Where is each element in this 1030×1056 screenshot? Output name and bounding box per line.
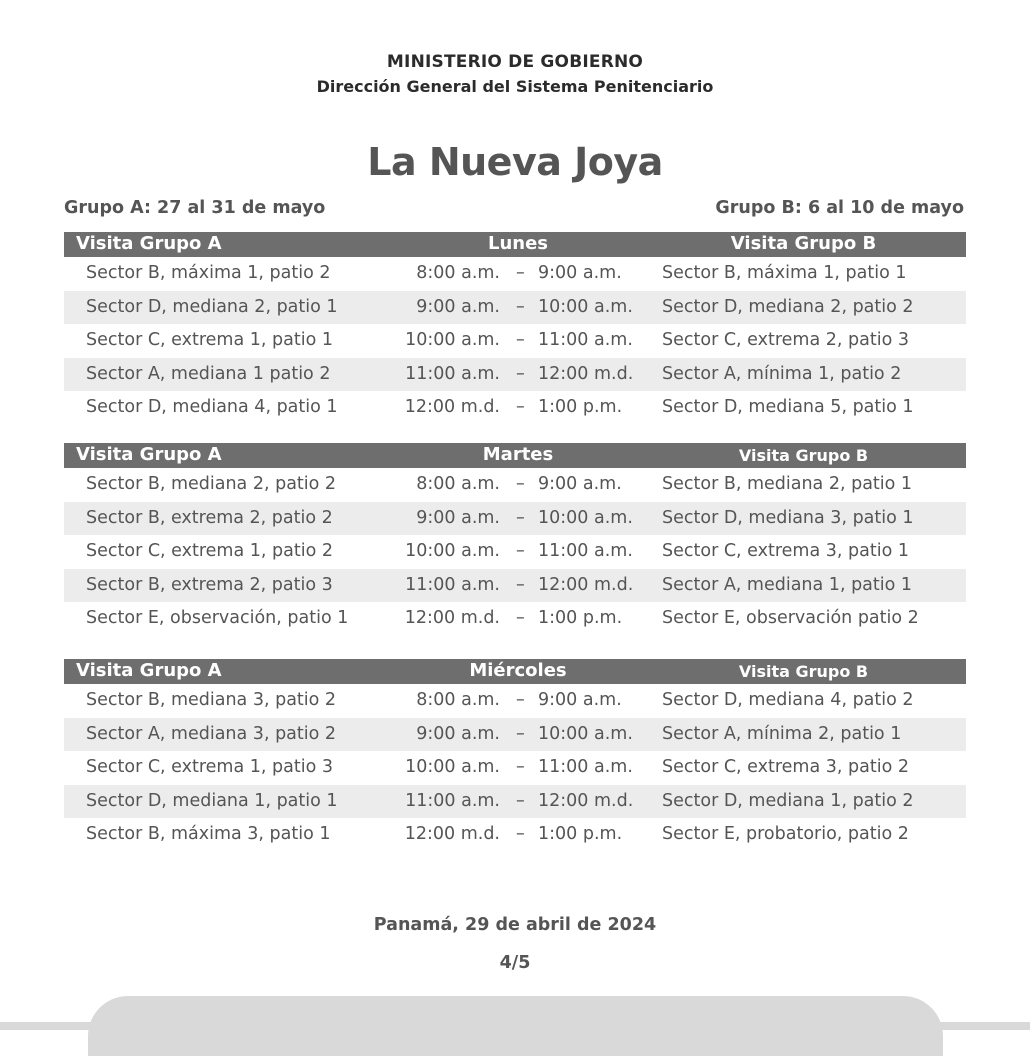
time-dash: –	[516, 397, 525, 417]
table-row	[64, 785, 966, 819]
start-time: 9:00 a.m.	[416, 296, 500, 317]
table-row	[64, 602, 966, 636]
time-dash: –	[516, 474, 525, 494]
time-dash: –	[516, 608, 525, 628]
time-dash: –	[516, 263, 525, 283]
table-row	[64, 502, 966, 536]
table-row	[64, 818, 966, 852]
time-dash: –	[516, 541, 525, 561]
group-a-sector: Sector C, extrema 1, patio 3	[86, 757, 333, 777]
end-time: 10:00 a.m.	[538, 507, 633, 528]
end-time: 12:00 m.d.	[538, 363, 634, 384]
end-time: 12:00 m.d.	[538, 574, 634, 595]
time-dash: –	[516, 757, 525, 777]
time-dash: –	[516, 330, 525, 350]
group-b-sector: Sector C, extrema 2, patio 3	[662, 330, 909, 350]
start-time: 11:00 a.m.	[405, 790, 500, 811]
footer-line	[0, 1022, 1030, 1030]
page-number: 4/5	[499, 953, 531, 973]
group-a-sector: Sector B, mediana 3, patio 2	[86, 690, 337, 710]
group-b-sector: Sector B, mediana 2, patio 1	[662, 474, 913, 494]
header-day: Lunes	[487, 233, 549, 254]
end-time: 1:00 p.m.	[538, 608, 623, 628]
table-row	[64, 569, 966, 603]
group-b-sector: Sector E, probatorio, patio 2	[662, 824, 909, 844]
group-a-sector: Sector B, extrema 2, patio 2	[86, 507, 333, 528]
group-b-sector: Sector D, mediana 2, patio 2	[662, 296, 914, 317]
table-row	[64, 535, 966, 569]
end-time: 9:00 a.m.	[538, 690, 622, 710]
group-a-sector: Sector A, mediana 1 patio 2	[86, 363, 331, 384]
group-a-sector: Sector A, mediana 3, patio 2	[86, 723, 337, 744]
schedule-section-monday	[64, 232, 966, 425]
start-time: 9:00 a.m.	[416, 723, 500, 744]
group-a-sector: Sector B, extrema 2, patio 3	[86, 574, 333, 595]
time-dash: –	[516, 824, 525, 844]
end-time: 9:00 a.m.	[538, 263, 622, 283]
start-time: 11:00 a.m.	[405, 574, 500, 595]
document-date: Panamá, 29 de abril de 2024	[373, 915, 657, 935]
group-b-sector: Sector D, mediana 3, patio 1	[662, 507, 914, 528]
group-b-sector: Sector A, mínima 2, patio 1	[662, 723, 902, 744]
start-time: 10:00 a.m.	[405, 541, 500, 561]
end-time: 9:00 a.m.	[538, 474, 622, 494]
header-day: Martes	[482, 444, 554, 465]
time-dash: –	[516, 574, 525, 595]
header-group-b: Visita Grupo B	[738, 446, 869, 465]
table-row	[64, 751, 966, 785]
time-dash: –	[516, 690, 525, 710]
group-a-sector: Sector E, observación, patio 1	[86, 608, 349, 628]
start-time: 8:00 a.m.	[416, 690, 500, 710]
end-time: 11:00 a.m.	[538, 541, 633, 561]
header-group-a: Visita Grupo A	[76, 233, 222, 254]
group-b-sector: Sector E, observación patio 2	[662, 608, 919, 628]
start-time: 8:00 a.m.	[416, 474, 500, 494]
table-row	[64, 718, 966, 752]
end-time: 12:00 m.d.	[538, 790, 634, 811]
direction-name: Dirección General del Sistema Penitenciario	[316, 77, 714, 96]
end-time: 10:00 a.m.	[538, 723, 633, 744]
group-a-sector: Sector D, mediana 4, patio 1	[86, 397, 338, 417]
time-dash: –	[516, 507, 525, 528]
section-header	[64, 232, 966, 257]
table-row	[64, 358, 966, 392]
table-row	[64, 257, 966, 291]
start-time: 9:00 a.m.	[416, 507, 500, 528]
ministry-name: MINISTERIO DE GOBIERNO	[386, 52, 644, 72]
header-group-a: Visita Grupo A	[76, 444, 222, 465]
page-title: La Nueva Joya	[367, 140, 663, 184]
schedule-section-wednesday	[64, 659, 966, 852]
time-dash: –	[516, 723, 525, 744]
group-a-sector: Sector C, extrema 1, patio 2	[86, 541, 333, 561]
start-time: 11:00 a.m.	[405, 363, 500, 384]
group-a-sector: Sector B, mediana 2, patio 2	[86, 474, 337, 494]
end-time: 1:00 p.m.	[538, 824, 623, 844]
group-b-sector: Sector D, mediana 5, patio 1	[662, 397, 914, 417]
schedule-section-tuesday	[64, 443, 966, 636]
header-group-b: Visita Grupo B	[738, 662, 869, 681]
start-time: 10:00 a.m.	[405, 757, 500, 777]
table-row	[64, 291, 966, 325]
header-group-a: Visita Grupo A	[76, 660, 222, 681]
section-header	[64, 443, 966, 468]
group-b-sector: Sector C, extrema 3, patio 2	[662, 757, 909, 777]
time-dash: –	[516, 296, 525, 317]
group-b-sector: Sector A, mediana 1, patio 1	[662, 574, 913, 595]
end-time: 10:00 a.m.	[538, 296, 633, 317]
end-time: 11:00 a.m.	[538, 757, 633, 777]
table-row	[64, 324, 966, 358]
time-dash: –	[516, 790, 525, 811]
end-time: 1:00 p.m.	[538, 397, 623, 417]
group-a-sector: Sector D, mediana 2, patio 1	[86, 296, 338, 317]
header-day: Miércoles	[469, 660, 567, 681]
group-b-dates: Grupo B: 6 al 10 de mayo	[715, 198, 964, 218]
group-b-sector: Sector C, extrema 3, patio 1	[662, 541, 909, 561]
time-dash: –	[516, 363, 525, 384]
group-b-sector: Sector D, mediana 4, patio 2	[662, 690, 914, 710]
group-a-dates: Grupo A: 27 al 31 de mayo	[64, 198, 326, 218]
section-header	[64, 659, 966, 684]
group-a-sector: Sector C, extrema 1, patio 1	[86, 330, 333, 350]
group-b-sector: Sector B, máxima 1, patio 1	[662, 263, 907, 283]
group-a-sector: Sector B, máxima 3, patio 1	[86, 824, 331, 844]
start-time: 12:00 m.d.	[404, 397, 500, 417]
start-time: 8:00 a.m.	[416, 263, 500, 283]
table-row	[64, 391, 966, 425]
end-time: 11:00 a.m.	[538, 330, 633, 350]
group-a-sector: Sector D, mediana 1, patio 1	[86, 790, 338, 811]
group-a-sector: Sector B, máxima 1, patio 2	[86, 263, 331, 283]
start-time: 12:00 m.d.	[404, 824, 500, 844]
start-time: 10:00 a.m.	[405, 330, 500, 350]
group-b-sector: Sector D, mediana 1, patio 2	[662, 790, 914, 811]
table-row	[64, 468, 966, 502]
start-time: 12:00 m.d.	[404, 608, 500, 628]
table-row	[64, 684, 966, 718]
header-group-b: Visita Grupo B	[730, 233, 877, 254]
group-b-sector: Sector A, mínima 1, patio 2	[662, 363, 902, 384]
